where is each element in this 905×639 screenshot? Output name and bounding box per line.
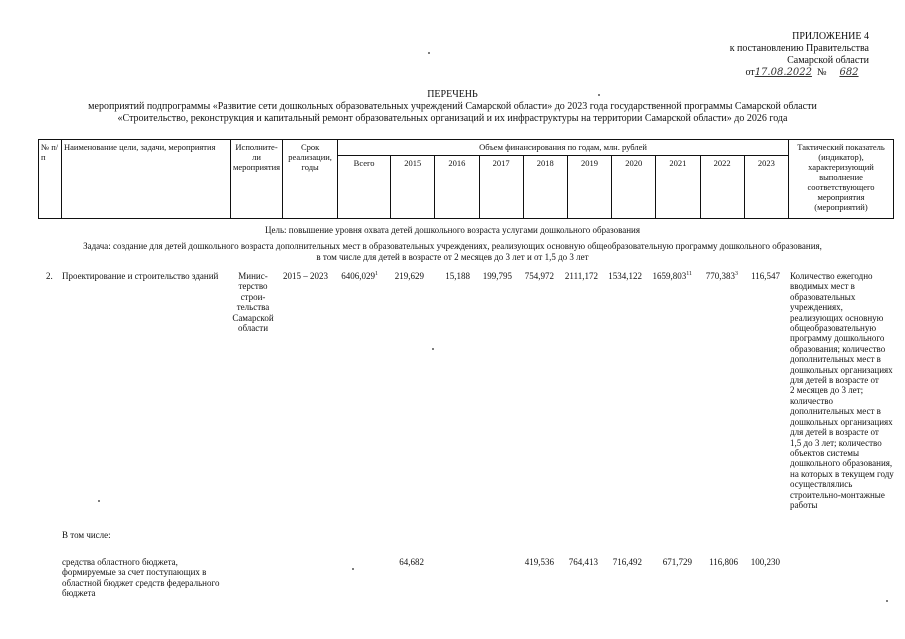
date-value: 17.08.2022 [754, 67, 812, 78]
task-line2: в том числе для детей в возрасте от 2 месяцев до 3 лет и от 1,5 до 3 лет [316, 251, 589, 262]
sub-value-2022: 116,806 [709, 557, 738, 567]
heading-line2: «Строительство, реконструкция и капитальный ремонт образовательных организаций и их инфраструктуры на территории Самарской области» до 2026 года [117, 113, 788, 124]
value-2019: 2111,172 [564, 271, 598, 281]
value-2016: 15,188 [445, 271, 470, 281]
value-2015: 219,629 [394, 271, 424, 281]
appendix-block [730, 31, 869, 79]
scan-speck [428, 52, 430, 54]
executor-line: Минис- [238, 271, 268, 281]
scan-speck [886, 600, 888, 602]
number-value: 682 [839, 67, 859, 78]
appendix-date-line [730, 67, 869, 79]
col-year: Всего [338, 156, 391, 219]
value-2017: 199,795 [482, 271, 512, 281]
col-year: 2020 [612, 156, 656, 219]
col-year: 2021 [656, 156, 700, 219]
col-year: 2019 [567, 156, 611, 219]
value-2020: 1534,122 [608, 271, 642, 281]
subrow-name: средства областного бюджета, формируемые за счет поступающих в областной бюджет средств федерального бюджета [62, 557, 220, 599]
col-year: 2016 [435, 156, 479, 219]
col-year: 2022 [700, 156, 744, 219]
value-2022: 770,383$^3$ [705, 271, 738, 281]
sub-value-2018: 419,536 [524, 557, 554, 567]
sub-value-2021: 671,729 [662, 557, 692, 567]
goal-text: Цель: повышение уровня охвата детей дошкольного возраста услугами дошкольного образования [264, 225, 641, 235]
appendix-title: ПРИЛОЖЕНИЕ 4 [792, 31, 869, 42]
number-prefix: № [816, 67, 827, 78]
row-executor [232, 271, 274, 333]
scan-speck [98, 500, 100, 502]
scan-speck [432, 348, 434, 350]
table-header [38, 139, 894, 219]
col-year: 2017 [479, 156, 523, 219]
value-total: 6406,029$^1$ [341, 271, 378, 281]
row-term: 2015 – 2023 [283, 271, 328, 281]
executor-line: тельства [236, 302, 270, 313]
heading [0, 89, 905, 125]
appendix-line2: Самарской области [787, 55, 869, 66]
col-year: 2023 [744, 156, 788, 219]
sub-value-2023: 100,230 [750, 557, 780, 567]
including-label: В том числе: [62, 530, 111, 540]
sub-value-2015: 64,682 [399, 557, 424, 567]
heading-line1: мероприятий подпрограммы «Развитие сети дошкольных образовательных учреждений Самарской области» до 2023 года государственной программы Самарской области [88, 101, 817, 112]
heading-title: ПЕРЕЧЕНЬ [427, 89, 478, 100]
col-financing: Объем финансирования по годам, млн. рублей [338, 140, 789, 156]
col-executor: Исполните-ли мероприятия [231, 140, 283, 219]
row-name: Проектирование и строительство зданий [62, 271, 219, 281]
scan-speck [598, 94, 600, 96]
col-year: 2018 [523, 156, 567, 219]
sub-value-2020: 716,492 [612, 557, 642, 567]
row-no: 2. [46, 271, 53, 281]
value-2021: 1659,803$^{11}$ [652, 271, 692, 281]
value-2018: 754,972 [524, 271, 554, 281]
sub-value-2019: 764,413 [568, 557, 598, 567]
col-term: Срок реализации, годы [283, 140, 338, 219]
date-prefix: от [745, 67, 755, 78]
executor-line: области [237, 323, 269, 334]
task-line1: Задача: создание для детей дошкольного возраста дополнительных мест в образовательных учреждениях, реализующих основную общеобразовательную программу дошкольного образования, [83, 241, 822, 251]
col-no: № п/п [39, 140, 62, 219]
executor-line: Самарской [232, 312, 274, 323]
executor-line: терство [238, 281, 268, 292]
scan-speck [352, 568, 354, 570]
task-text [0, 241, 905, 262]
col-year: 2015 [391, 156, 435, 219]
appendix-line1: к постановлению Правительства [729, 43, 869, 54]
value-2023: 116,547 [751, 271, 780, 281]
col-indicator: Тактический показатель (индикатор), характеризующий выполнение соответствующего мероприятия (мероприятий) [789, 140, 894, 219]
executor-line: строи- [240, 291, 266, 302]
row-indicator: Количество ежегодно вводимых мест в образовательных учреждениях, реализующих основную общеобразовательную программу дошкольного образования; количество дополнительных мест в дошкольных организациях для детей в возрасте от 2 месяцев до 3 лет; количество дополнительных мест в дошкольных организациях для детей в возрасте от 1,5 до 3 лет; количество объектов системы дошкольного образования, на которых в текущем году осуществлялись строительно-монтажные работы [790, 271, 894, 510]
col-name: Наименование цели, задачи, мероприятия [62, 140, 231, 219]
